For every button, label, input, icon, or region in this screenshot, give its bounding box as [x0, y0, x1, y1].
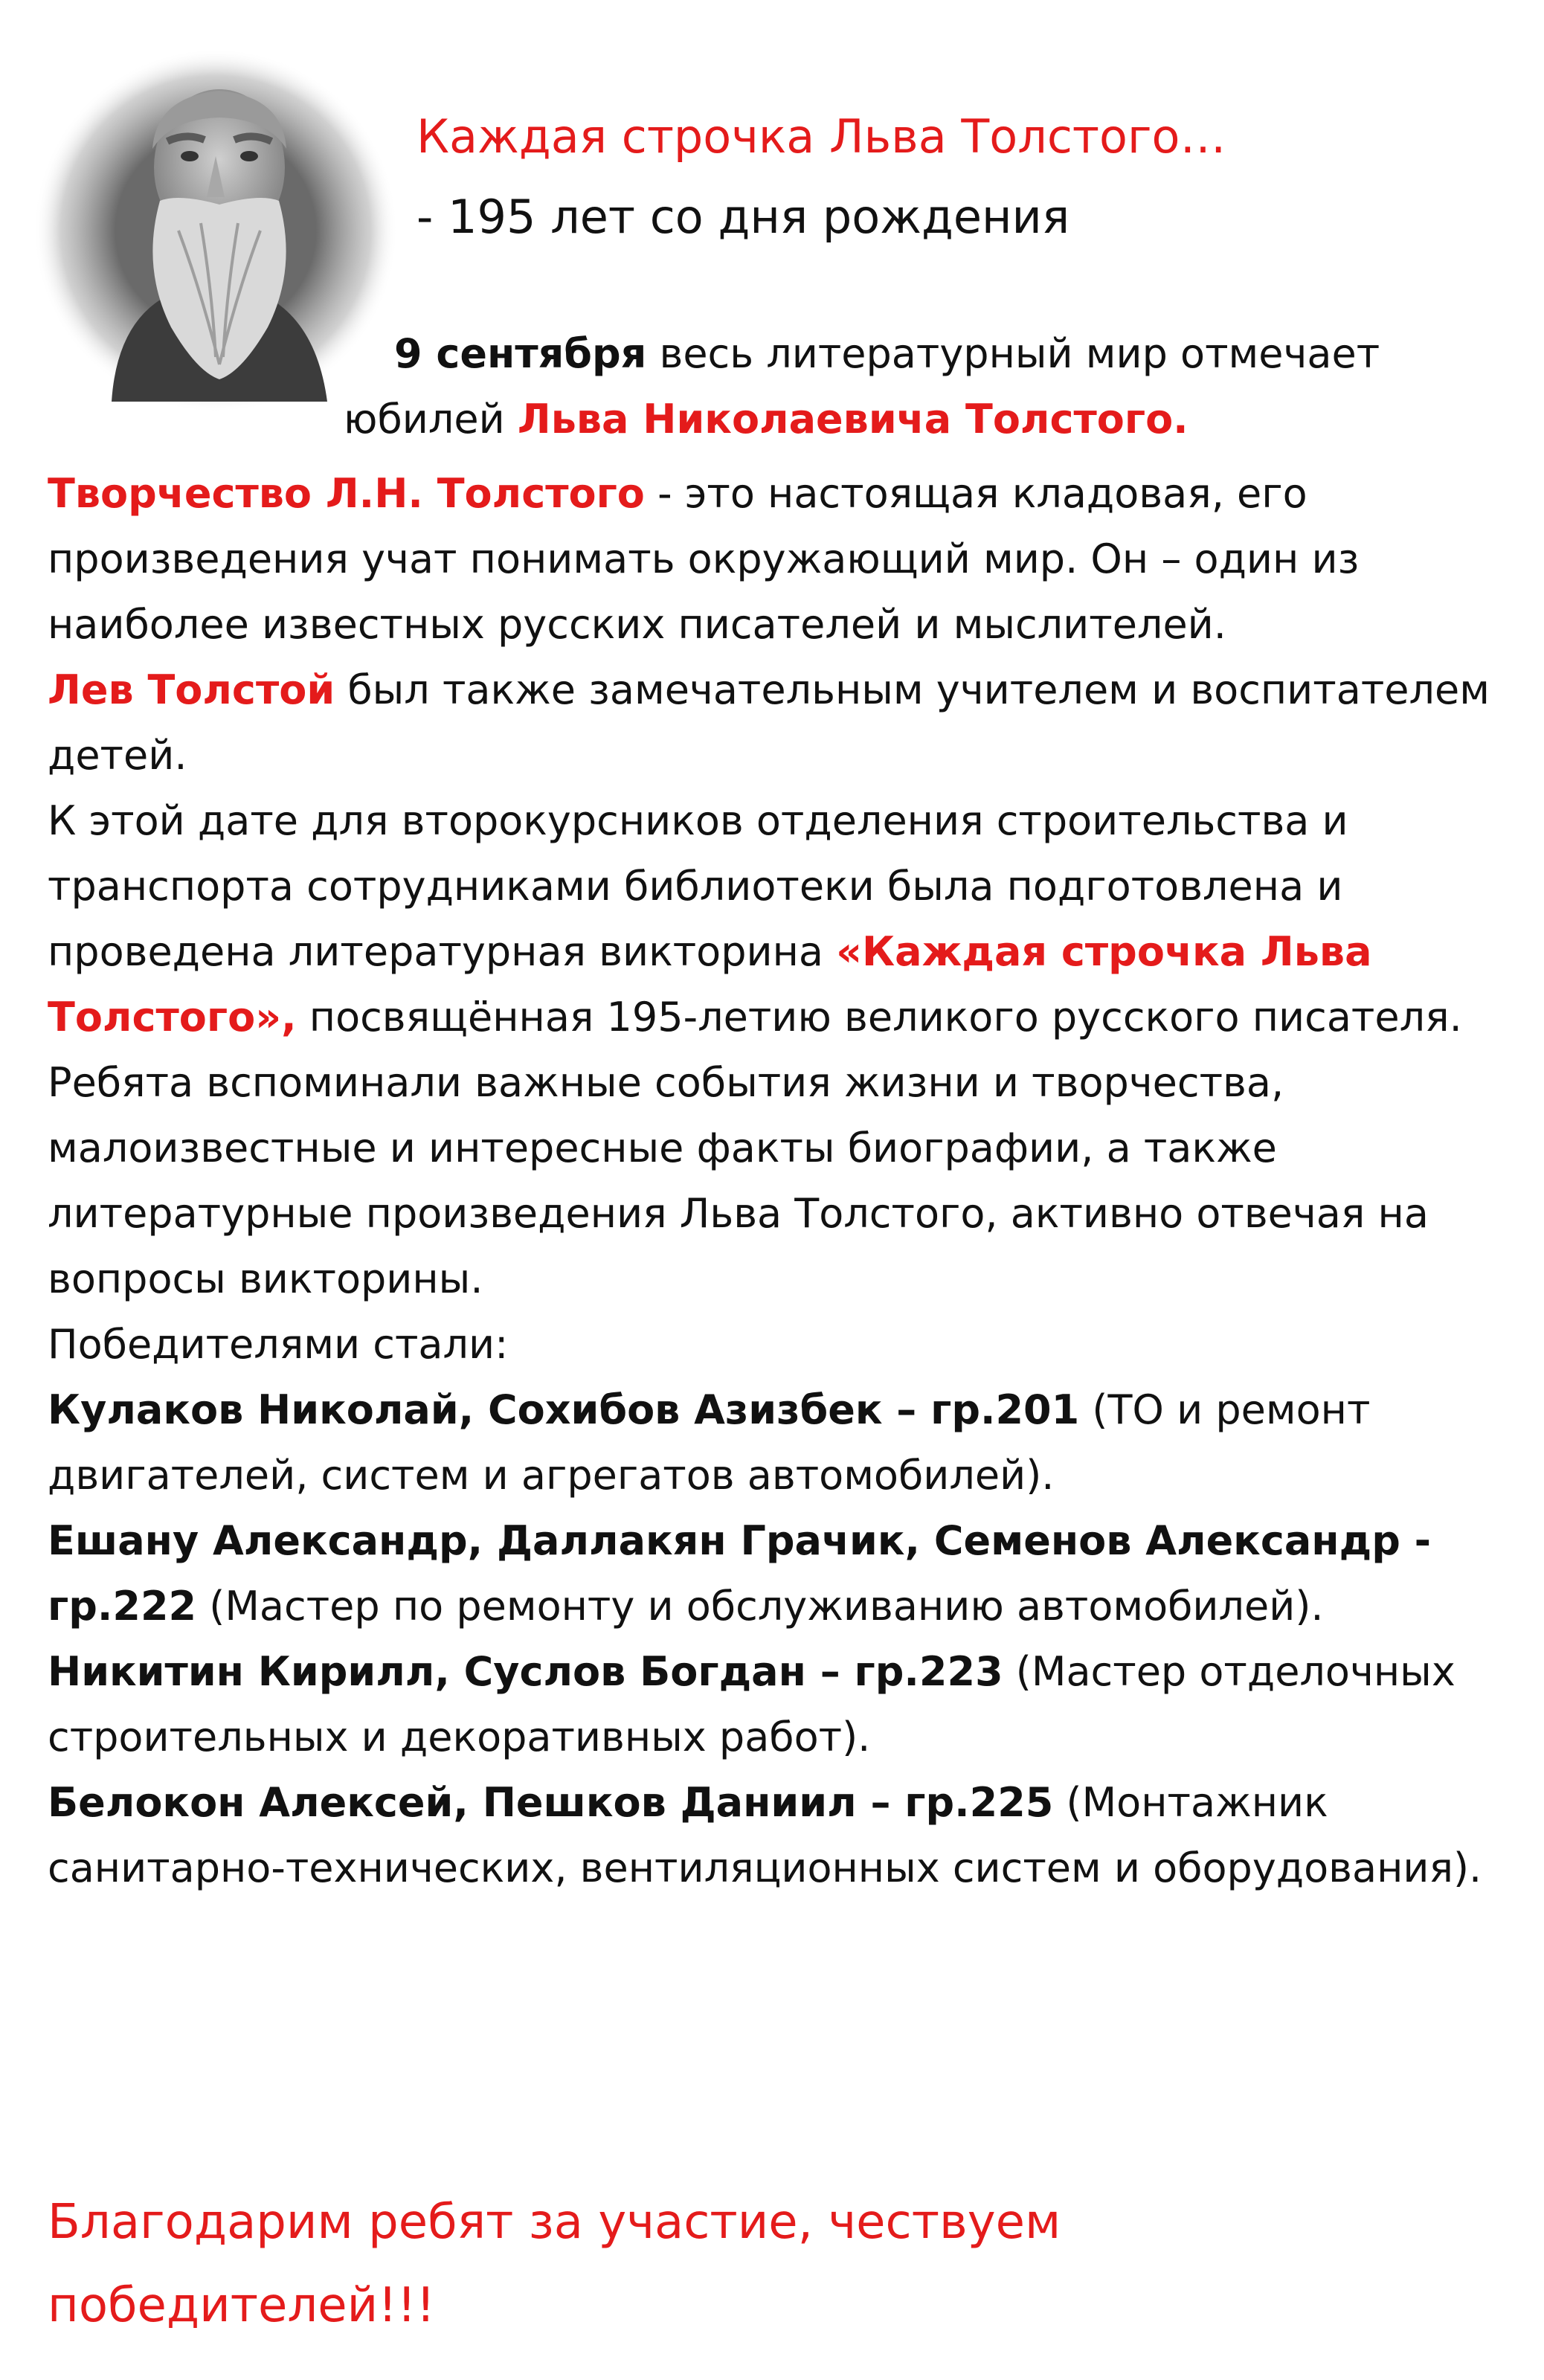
paragraph-3-text-1: К этой дате для второкурсников отделения строительства и транспорта сотрудниками библиотеки была подготовлена и проведена литературная викторина [48, 797, 1348, 975]
winner-names: Ешану Александр, Даллакян Грачик, Семенов Александр - гр.222 [48, 1517, 1432, 1630]
article-body [48, 461, 1505, 1901]
paragraph-2 [48, 657, 1505, 788]
page-subtitle: - 195 лет со дня рождения [416, 190, 1070, 244]
intro-text-1: весь литературный мир отмечает [646, 330, 1380, 377]
paragraph-3-text-2: посвящённая 195-летию великого русского писателя. [296, 994, 1462, 1041]
paragraph-2-text: был также замечательным учителем и воспитателем детей. [48, 666, 1490, 779]
winner-entry [48, 1770, 1505, 1901]
winner-entry [48, 1377, 1505, 1508]
closing-message: Благодарим ребят за участие, чествуем победителей!!! [48, 2195, 1061, 2333]
winner-names: Кулаков Николай, Сохибов Азизбек – гр.201 [48, 1386, 1080, 1433]
intro-text-2: юбилей [344, 396, 518, 443]
paragraph-2-highlight: Лев Толстой [48, 666, 335, 713]
intro-line-2 [0, 387, 1544, 452]
intro-paragraph [0, 321, 1544, 452]
winner-names: Никитин Кирилл, Суслов Богдан – гр.223 [48, 1648, 1003, 1695]
winner-entry [48, 1508, 1505, 1639]
winner-program: (Мастер по ремонту и обслуживанию автомобилей). [196, 1583, 1324, 1630]
paragraph-1-highlight: Творчество Л.Н. Толстого [48, 470, 645, 517]
paragraph-4 [48, 1050, 1505, 1312]
paragraph-1 [48, 461, 1505, 657]
paragraph-4-text: Ребята вспоминали важные события жизни и творчества, малоизвестные и интересные факты биографии, а также литературные произведения Льва Толстого, активно отвечая на вопросы викторины. [48, 1059, 1429, 1302]
intro-date: 9 сентября [394, 330, 647, 377]
winner-entry [48, 1639, 1505, 1770]
winner-program: (ТО и ремонт двигателей, систем и агрегатов автомобилей). [48, 1386, 1371, 1499]
winner-program: (Мастер отделочных строительных и декоративных работ). [48, 1648, 1455, 1760]
intro-line-1 [0, 321, 1544, 387]
winners-heading: Победителями стали: [48, 1321, 509, 1368]
paragraph-3 [48, 788, 1505, 1050]
intro-name: Льва Николаевича Толстого. [517, 396, 1188, 443]
winner-program: (Монтажник санитарно-технических, вентиляционных систем и оборудования). [48, 1779, 1482, 1891]
page-title: Каждая строчка Льва Толстого… [416, 109, 1226, 164]
winner-names: Белокон Алексей, Пешков Даниил – гр.225 [48, 1779, 1054, 1826]
paragraph-1-text: - это настоящая кладовая, его произведения учат понимать окружающий мир. Он – один из наиболее известных русских писателей и мыслителей. [48, 470, 1360, 648]
quiz-title: «Каждая строчка Льва Толстого», [48, 928, 1372, 1041]
